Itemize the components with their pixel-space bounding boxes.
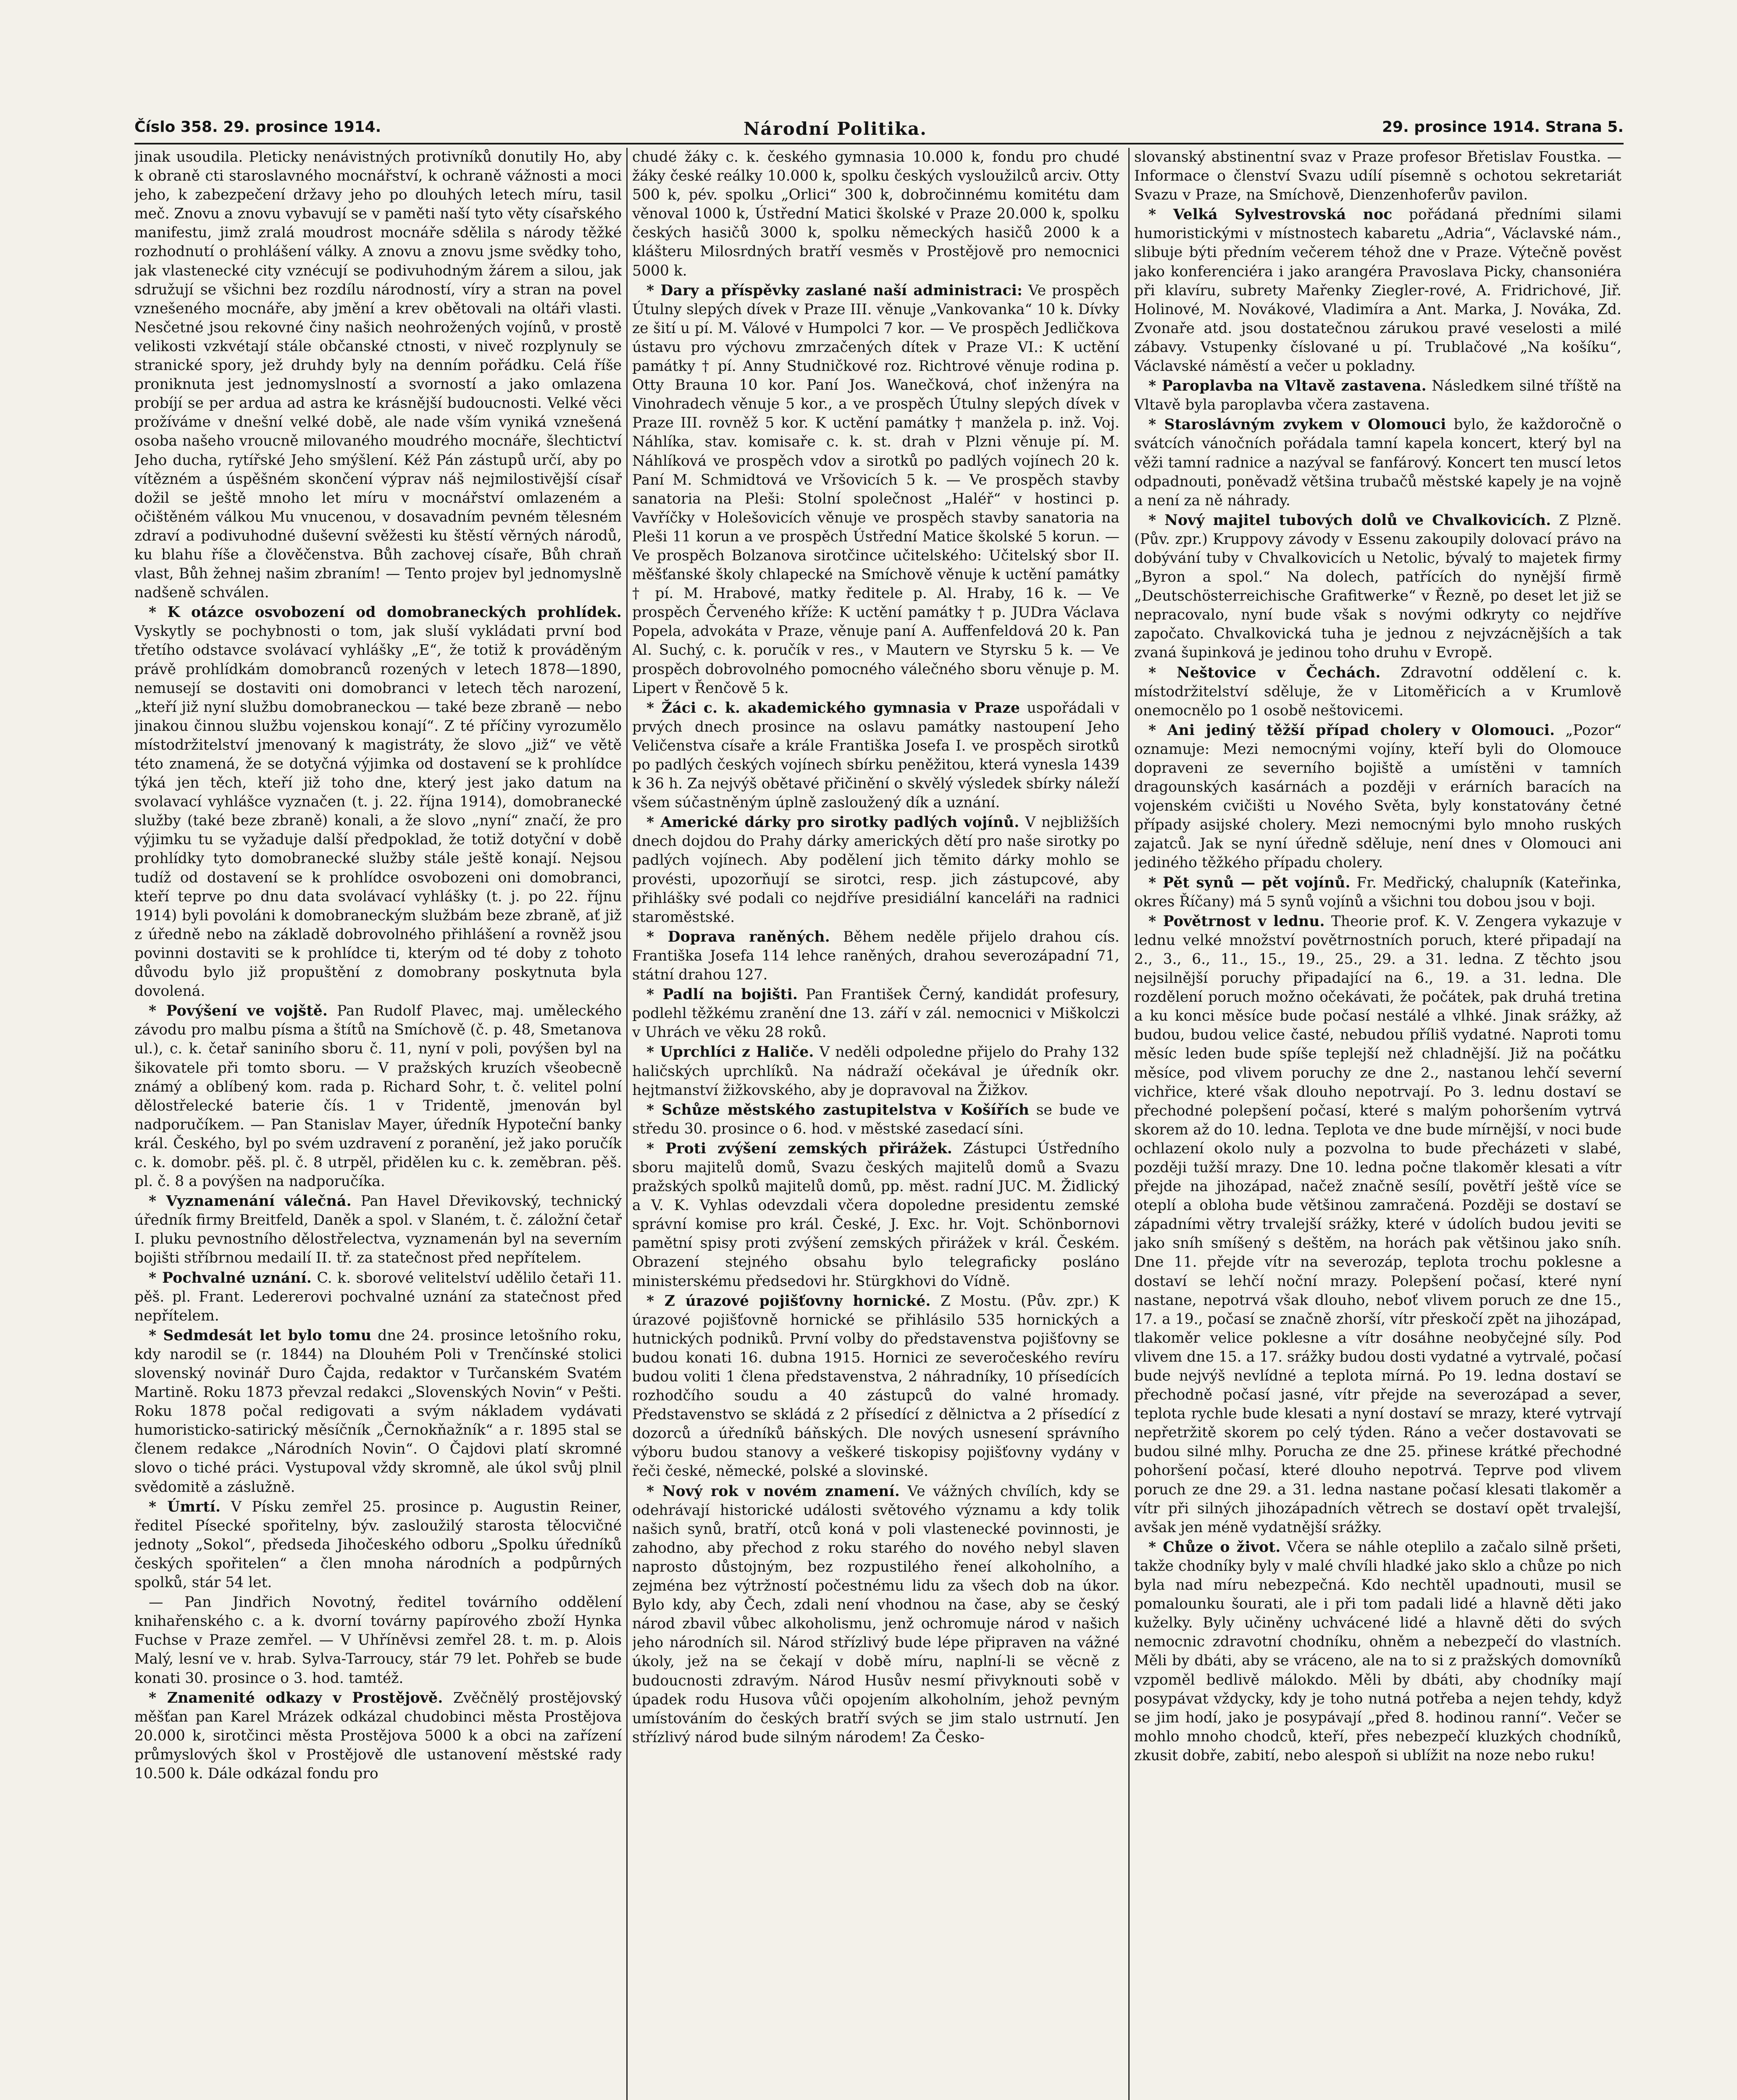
article-paragraph: [1134, 874, 1621, 911]
article-paragraph: [632, 928, 1119, 984]
article-text: V Písku zemřel 25. prosince p. Augustin Reiner, ředitel Písecké spořitelny, býv. zasloužilý starosta tělocvičné jednoty „Sokol“, předseda Jihočeského odboru „Spolku úředníků českých spořitelen“ a člen mnoha národních a podpůrných spolků, stár 54 let.: [134, 1498, 622, 1591]
article-text: chudé žáky c. k. českého gymnasia 10.000 k, fondu pro chudé žáky české reálky 10.000 k, spolku českých vysloužilců arciv. Otty 500 k, pév. spolku „Orlici“ 300 k, dobročinnému komitétu dam věnoval 1000 k, Ústřední Matici školské v Praze 20.000 k, spolku českých hasičů 3000 k, spolku německých hasičů 2000 k a klášteru Milosrdných bratří vesměs v Prostějově pro nemocnici 5000 k.: [632, 149, 1119, 279]
article-paragraph: [134, 603, 622, 1001]
article-paragraph: [1134, 415, 1621, 510]
column-divider: [626, 148, 628, 2100]
article-text: Theorie prof. K. V. Zengera vykazuje v lednu velké množství povětrnostních poruch, které připadají na 2., 3., 6., 11., 15., 19., 25., 29. a 31. ledna. Z těchto jsou nejsilnější poruchy připadající na 6., 19. a 31. ledna. Dle rozdělení poruch možno očekávati, že počátek, pak druhá tretina a ku konci měsíce bude počasí nestálé a vlhké. Jinak srážky, až budou, budou velice časté, nebudou příliš vydatné. Naproti tomu měsíc leden bude spíše teplejší než chladnější. Již na počátku měsíce, pod vlivem poruchy ze dne 2., nastanou lehčí severní vichřice, které však dlouho nepotrvají. Po 3. lednu dostaví se přechodné polepšení počasí, které s malým pohoršením vytrvá skorem až do 10. ledna. Teplota ve dne bude mírnější, v noci bude ochlazení okolo nuly a pozvolna to bude přecházeti v slabé, později tužší mrazy. Dne 10. ledna počne tlakoměr klesati a vítr přejde na jihozápad, načež značně sesílí, povětří ještě více se oteplí a obloha bude většinou zamračená. Později se dostaví se západními větry trvalejší srážky, které v údolích budou jeviti se jako sníh smíšený s deštěm, na horách pak většinou jako sníh. Dne 11. přejde vítr na severozáp, teplota trochu poklesne a dostaví se lehčí noční mrazy. Polepšení počasí, které nyní nastane, nepotrvá však dlouho, neboť vlivem poruch ze dne 15., 17. a 19., počasí se značně zhorší, vítr přeskočí zpět na jihozápad, tlakoměr velice poklesne a vítr dosáhne neobyčejné síly. Pod vlivem dne 15. a 17. srážky budou dosti vydatné a vytrvalé, počasí bude nejvýš nevlídné a teplota mírná. Po 19. ledna dostaví se přechodně počasí jasné, vítr přejde na severozápad a sever, teplota rychle bude klesati a nyní dostaví se mrazy, které vytrvají nepřetržitě skorem po celý týden. Ráno a večer dostavovati se budou silné mlhy. Porucha ze dne 25. přinese krátké přechodné pohoršení počasí, které dlouho nepotrvá. Teprve pod vlivem poruch ze dne 29. a 31. ledna nastane počasí klesati tlakoměr a vítr při silných jihozápadních větrech se dostaví opět trvalejší, avšak jen méně vydatnější srážky.: [1134, 913, 1621, 1536]
article-heading: * Velká Sylvestrovská noc: [1148, 206, 1393, 223]
article-text: Z Plzně. (Pův. zpr.) Kruppovy závody v Essenu zakoupily dolovací právo na dobývání tuby v Chvalkovicích u Netolic, bývalý to majetek firmy „Byron a spol.“ Na dolech, patřících do nynější firmě „Deutschösterreichische Grafitwerke“ v Řezně, po deset let již se nepracovalo, nyní bude však s novými odkryty co nejdříve započato. Chvalkovická tuha je jednou z nejvzácnějších a tak zvaná šupinková je jedinou toho druhu v Evropě.: [1134, 512, 1621, 662]
column-2: [632, 148, 1119, 2100]
article-text: Následkem silné tříště na Vltavě byla paroplavba včera zastavena.: [1134, 378, 1621, 414]
article-paragraph: [632, 1101, 1119, 1139]
article-paragraph: [1134, 205, 1621, 376]
article-text: Z Mostu. (Pův. zpr.) K úrazové pojišťovně hornické se přihlásilo 535 hornických a hutnických podniků. První volby do představenstva pojišťovny se budou konati 16. dubna 1915. Hornici ze severočeského revíru budou voliti 1 člena představenstva, 2 náhradníky, 10 přísedících rozhodčího soudu a 40 zástupců do valné hromady. Představenstvo se skládá z 2 přísedící z dělnictva a 2 přísedící z dozorců a úředníků báňských. Dle nových usnesení správního výboru budou stanovy a veškeré tiskopisy pojišťovny vydány v řeči české, německé, polské a slovinské.: [632, 1292, 1119, 1480]
article-text: Pan František Černý, kandidát profesury, podlehl těžkému zranění dne 13. září v zál. nemocnici v Miškolczi v Uhrách ve věku 28 roků.: [632, 986, 1119, 1041]
article-text: Zdravotní oddělení c. k. místodržitelství sděluje, že v Litoměřicích a v Krumlově onemocnělo po 1 osobě neštovicemi.: [1134, 664, 1621, 719]
article-text: — Pan Jindřich Novotný, ředitel továrního oddělení knihařenského c. a k. dvorní továrny papírového zboží Hynka Fuchse v Praze zemřel. — V Uhříněvsi zemřel 28. t. m. p. Alois Malý, lesní ve v. hrab. Sylva-Tarroucy, stár 79 let. Pohřeb se bude konati 30. prosince o 3. hod. tamtéž.: [134, 1594, 622, 1687]
article-heading: * Úmrtí.: [149, 1498, 221, 1515]
article-text: Ve vážných chvílích, kdy se odehrávají historické události světového významu a kdy tolik našich synů, bratří, otců koná v poli vlastenecké povinnosti, je zahodno, aby přechod z roku starého do nového nebyl slaven naprosto důstojným, bez rozpustilého řeneí alkoholního, a zejména bez výtržností počestnému lidu za všech dob na úkor. Bylo kdy, aby Čech, zdali není vhodnou na čase, aby se český národ zbavil vůbec alkoholismu, jenž ochromuje národ v našich jeho národních sil. Národ střízlivý bude lépe připraven na vážné úkoly, jež na se čekají v době míru, naplní-li se věcně z budoucnosti zdravým. Národ Husův nesmí přivyknouti sobě v úpadek rodu Husova vůči opojením alkoholním, jehož pevným umístováním do českých bratří svých se jim stalo ustrnutí. Jen střízlivý národ bude silným národem! Za Česko-: [632, 1483, 1119, 1746]
article-heading: * Proti zvýšení zemských přirážek.: [646, 1140, 952, 1157]
article-heading: * Žáci c. k. akademického gymnasia v Praze: [646, 699, 1020, 717]
column-1: [134, 148, 622, 2100]
article-text: Fr. Medřický, chalupník (Kateřinka, okres Říčany) má 5 synů vojínů a všichni tou dobou jsou v boji.: [1134, 874, 1621, 910]
article-paragraph: [134, 1192, 622, 1268]
article-heading: * Neštovice v Čechách.: [1148, 664, 1381, 681]
article-paragraph: [1134, 664, 1621, 720]
article-heading: * Doprava raněných.: [646, 928, 830, 945]
article-paragraph: [632, 148, 1119, 281]
header-rule: [134, 143, 1624, 144]
article-heading: * Staroslávným zvykem v Olomouci: [1148, 416, 1446, 433]
article-text: bylo, že každoročně o svátcích vánočních pořádala tamní kapela koncert, který byl na věži tamní radnice a nazýval se fanfárový. Koncert ten muscí letos odpadnouti, poněvadž většina trubačů městské kapely je na vojně a není za ně náhrady.: [1134, 416, 1621, 509]
page-header: [134, 118, 1624, 142]
article-text: Včera se náhle oteplilo a začalo silně pršeti, takže chodníky byly v malé chvíli hladké jako sklo a chůze po nich byla nad míru nebezpečná. Kdo nechtěl upadnouti, musil se pomalounku šourati, ale i při tom padali lidé a hlavně děti jako kuželky. Byly učiněny uchvácené lidé a hlavně děti do svých nemocnic zdravotní chodníku, ohněm a nebezpečí do vlastních. Měli by dbáti, aby se vráceno, ale na to si z pražských domovníků vzpoměl bedlivě málokdo. Měli by dbáti, aby chodníky mají posypávat vždycky, kdy je toho nutná potřeba a nejen tehdy, když se jim hodí, jako je posypávají „před 8. hodinou ranní“. Večer se mohlo mnoho chodců, kteří, přes nebezpečí kluzkých chodníků, zkusit dobře, zabití, nebo alespoň si ublížit na noze nebo ruku!: [1134, 1538, 1621, 1764]
article-paragraph: [632, 1139, 1119, 1291]
column-3: [1134, 148, 1621, 2100]
article-text: slovanský abstinentní svaz v Praze profesor Břetislav Foustka. — Informace o členství Svazu udílí písemně s ochotou sekretariát Svazu v Praze, na Smíchově, Dienzenhoferův pavilon.: [1134, 149, 1621, 204]
article-text: Ve prospěch Útulny slepých dívek v Praze III. věnuje „Vankovanka“ 10 k. Dívky ze šití u pí. M. Válové v Humpolci 7 kor. — Ve prospěch Jedličkova ústavu pro výchovu zmrzačených dítek v Praze VI.: K uctění památky † pí. Anny Studničkové roz. Richtrové věnuje rodina p. Otty Brauna 10 kor. Paní Jos. Wanečková, choť inženýra na Vinohradech věnuje 5 kor., a ve prospěch Útulny slepých dívek v Praze III. rovněž 5 kor. K uctění památky † manžela p. inž. Voj. Náhlíka, stav. komisaře c. k. st. drah v Plzni věnuje pí. M. Náhlíková ve prospěch vdov a sirotků po padlých vojínech 20 k. Paní M. Schmidtová ve Vršovicích 5 k. — Ve prospěch stavby sanatoria na Pleši: Stolní společnost „Haléř“ v hostinci p. Vavříčky v Holešovicích věnuje ve prospěch stavby sanatoria na Pleši 11 korun a ve prospěch Ústřední Matice školské 5 korun. — Ve prospěch Bolzanova sirotčince učitelského: Učitelský sbor II. měšťanské školy chlapecké na Smíchově věnuje k uctění památky † pí. M. Hrabové, matky ředitele p. Al. Hraby, 16 k. — Ve prospěch Červeného kříže: K uctění památky † p. JUDra Václava Popela, advokáta v Praze, věnuje paní A. Auffenfeldová 20 k. Pan Al. Suchý, c. k. poručík v res., v Mautern ve Styrsku 5 k. — Ve prospěch dobrovolného pomocného válečného sboru věnuje p. M. Lipert v Řenčově 5 k.: [632, 282, 1119, 697]
article-heading: * Pochvalné uznání.: [149, 1269, 312, 1286]
article-paragraph: [632, 1292, 1119, 1481]
article-heading: * Ani jediný těžší případ cholery v Olomouci.: [1148, 722, 1555, 739]
article-paragraph: [134, 1593, 622, 1688]
article-paragraph: [632, 1043, 1119, 1100]
article-heading: * Znamenité odkazy v Prostějově.: [149, 1689, 443, 1706]
article-paragraph: [1134, 511, 1621, 663]
article-paragraph: [632, 699, 1119, 813]
article-text: dne 24. prosince letošního roku, kdy narodil se (r. 1844) na Dlouhém Poli v Trenčínské stolici slovenský novinář Duro Čajda, redaktor v Turčanském Svatém Martině. Roku 1873 převzal redakci „Slovenských Novin“ v Pešti. Roku 1878 počal redigovati a svým nákladem vydávati humoristicko-satirický měsíčník „Černokňažník“ a r. 1895 stal se členem redakce „Národních Novin“. O Čajdovi platí skromné slovo o tiché práci. Vystupoval vždy skromně, ale úkol svůj plnil svědomitě a záslužně.: [134, 1327, 622, 1496]
article-text: Pan Havel Dřevikovský, technický úředník firmy Breitfeld, Daněk a spol. v Slaném, t. č. záložní četař I. pluku pevnostního dělostřelectva, vyznamenán byl na severním bojišti stříbrnou medailí II. tř. za statečnost před nepřítelem.: [134, 1193, 622, 1267]
article-text: uspořádali v prvých dnech prosince na oslavu památky nastoupení Jeho Veličenstva císaře a krále Františka Josefa I. ve prospěch sirotků po padlých českých vojínech sbírku peněžitou, která vynesla 1439 k 36 h. Za nejvýš obětavé přičinění o skvělý výsledek sbírky náleží všem súčastněným úplně zasloužený dík a uznání.: [632, 699, 1119, 811]
article-heading: * Vyznamenání válečná.: [149, 1193, 352, 1210]
article-paragraph: [1134, 148, 1621, 205]
column-divider: [1128, 148, 1130, 2100]
article-text: Vyskytly se pochybnosti o tom, jak sluší vykládati první bod třetího odstavce svolávací vyhlášky „E“, že totiž k prováděným právě prohlídkám domobranců rozených v letech 1878—1890, nemusejí se dostaviti oni domobranci v letech těch narození, „kteří již nyní službu domobraneckou — také beze zbraně — nebo jinakou činnou službu vojenskou konají“. Z té příčiny vyrozumělo místodržitelství jmenovaný k magistráty, že slovo „již“ ve větě této znamená, že se dotyčná výjimka od dostavení se k prohlídce týká jen těch, kteří již toho dne, který jest jako datum na svolavací vyhlášce vyznačen (t. j. 22. října 1914), domobranecké služby (také beze zbraně) konali, a že slovo „nyní“ značí, že pro výjimku tu se vyžaduje další předpoklad, že totiž dotyční v době prohlídky tyto domobranecké služby stále ještě konají. Nejsou tudíž od dostavení se k prohlídce osvobozeni oni domobranci, kteří teprve po dnu data svolávací vyhlášky (t. j. po 22. říjnu 1914) byli povoláni k domobraneckým službám beze zbraně, ať již z úředně nebo na základě dobrovolného přihlášení a rovněž jsou povinni dostaviti se k prohlídce ti, kterým od té doby z tohoto důvodu bylo již propuštění z domobrany poskytnuta byla dovolená.: [134, 623, 622, 1000]
article-heading: * Nový rok v novém znamení.: [646, 1483, 900, 1500]
article-paragraph: [134, 1002, 622, 1191]
article-heading: * Paroplavba na Vltavě zastavena.: [1148, 378, 1427, 395]
article-text: jinak usoudila. Pleticky nenávistných protivníků donutily Ho, aby k obraně cti staroslavného mocnářství, k ochraně vážnosti a moci jeho, k zabezpečení državy jeho po dlouhých letech míru, tasil meč. Znovu a znovu vybavují se v paměti naší tyto věty císařského manifestu, jimž zralá moudrost mocnáře sdělila s národy těžké rozhodnutí o prohlášení války. A znovu a znovu jsme svědky toho, jak vlastenecké city vznécují se podivuhodným žárem a silou, jak sdružují se všichni bez rozdílu národností, víry a stran na povel vznešeného mocnáře, aby jmění a krev obětovali na oltáři vlasti. Nesčetné jsou rekovné činy našich neohrožených vojínů, v prostě velikosti vzkvétají stále občanské ctnosti, v niveč rozplynuly se stranické spory, jež druhdy byly na denním pořádku. Celá říše proniknuta jest jednomyslností a svorností a jako omlazena probíjí se per ardua ad astra ke krásnější budoucnosti. Velké věci prožíváme v dnešní velké době, ale nade vším vyniká vznešená osoba našeho vroucně milovaného moudrého mocnáře, šlechtictví Jeho ducha, rytířské Jeho smýšlení. Kéž Pán zástupů určí, aby po vítězném a úspěšném skončení výprav náš nejmilostivější císař dožil se ještě mnoho let míru v mocnářství omlazeném a očištěném válkou Mu vnucenou, v dosavadním pevném tělesném zdraví a podivuhodné duševní svěžesti ku štěstí věrných národů, ku blahu říše a člověčenstva. Bůh zachovej císaře, Bůh chraň vlast, Bůh žehnej našim zbraním! — Tento projev byl jednomyslně nadšeně schválen.: [134, 149, 622, 601]
article-paragraph: [1134, 377, 1621, 415]
article-paragraph: [1134, 1538, 1621, 1765]
article-paragraph: [1134, 721, 1621, 873]
article-paragraph: [632, 281, 1119, 698]
article-heading: * Americké dárky pro sirotky padlých vojínů.: [646, 814, 1020, 831]
article-heading: * Pět synů — pět vojínů.: [1148, 874, 1351, 891]
newspaper-title: Národní Politika.: [744, 118, 927, 139]
article-paragraph: [134, 148, 622, 602]
article-paragraph: [134, 1326, 622, 1497]
article-text: „Pozor“ oznamuje: Mezi nemocnými vojíny, kteří byli do Olomouce dopraveni ze severního bojiště a umístěni v tamních dragounských kasárnách a později v erárních baracích na vojenském cvičišti u Nového Světa, byly konstatovány četné případy asijské cholery. Mezi nemocnými bylo mnoho ruských zajatců. Jak se nyní úředně sděluje, není dnes v Olomouci ani jediného těžkého případu cholery.: [1134, 722, 1621, 872]
page-date-number: 29. prosince 1914. Strana 5.: [1382, 118, 1624, 136]
article-heading: * Povětrnost v lednu.: [1148, 913, 1325, 930]
article-heading: * Povýšení ve vojště.: [149, 1003, 328, 1020]
article-paragraph: [632, 985, 1119, 1042]
article-paragraph: [1134, 912, 1621, 1537]
article-heading: * Sedmdesát let bylo tomu: [149, 1327, 372, 1344]
article-text: C. k. sborové velitelství udělilo četaři 11. pěš. pl. Frant. Ledererovi pochvalné uznání za statečnost před nepřítelem.: [134, 1269, 622, 1324]
issue-number-date: Číslo 358. 29. prosince 1914.: [134, 118, 381, 136]
article-heading: * Z úrazové pojišťovny hornické.: [646, 1292, 931, 1310]
article-paragraph: [134, 1269, 622, 1326]
article-heading: * K otázce osvobození od domobraneckých prohlídek.: [149, 604, 622, 621]
article-heading: * Chůze o život.: [1148, 1538, 1281, 1556]
article-text: Zvěčnělý prostějovský měšťan pan Karel Mrázek odkázal chudobinci města Prostějova 20.000 k, sirotčinci města Prostějova 5000 k a obci na zařízení průmyslových škol v Prostějově dle ustanovení městské rady 10.500 k. Dále odkázal fondu pro: [134, 1689, 622, 1782]
article-text: Zástupci Ústředního sboru majitelů domů, Svazu českých majitelů domů a Svazu pražských spolků majitelů domů, pp. měst. radní JUC. M. Židlický a V. K. Vyhlas odevzdali včera dopoledne presidentu zemské správní komise pro král. České, J. Exc. hr. Vojt. Schönbornovi pamětní spisy proti zvýšení zemských přirážek v král. Českém. Obrazení stejného obsahu bylo telegraficky posláno ministerskému předsedovi hr. Stürgkhovi do Vídně.: [632, 1140, 1119, 1290]
article-heading: * Nový majitel tubových dolů ve Chvalkovicích.: [1148, 512, 1551, 529]
article-heading: * Padlí na bojišti.: [646, 986, 798, 1003]
article-heading: * Schůze městského zastupitelstva v Košířích: [646, 1101, 1029, 1118]
article-paragraph: [134, 1689, 622, 1783]
article-paragraph: [632, 1482, 1119, 1747]
article-text: Během neděle přijelo drahou cís. Františka Josefa 114 lehce raněných, drahou severozápadní 71, státní drahou 127.: [632, 928, 1119, 984]
article-text: V nejbližších dnech dojdou do Prahy dárky amerických dětí pro naše sirotky po padlých vojínech. Aby podělení jich těmito dárky mohlo se provésti, upozorňují se sirotci, resp. jich zástupcové, aby přihlášky své podali co nejdříve presidiální kanceláři na radnici staroměstské.: [632, 814, 1119, 926]
article-text: V neděli odpoledne přijelo do Prahy 132 haličských uprchlíků. Na nádraží očekával je úředník okr. hejtmanství žižkovského, aby je dopravoval na Žižkov.: [632, 1044, 1119, 1099]
article-text: Pan Rudolf Plavec, maj. uměleckého závodu pro malbu písma a štítů na Smíchově (č. p. 48, Smetanova ul.), c. k. četař saniního sboru č. 11, nyní v poli, povýšen byl na šikovatele při tomto sboru. — V pražských kruzích všeobecně známý a oblíbený kom. rada p. Richard Sohr, t. č. velitel polní dělostřelecké baterie čís. 1 v Tridentě, jmenován byl nadporučíkem. — Pan Stanislav Mayer, úředník Hypoteční banky král. Českého, byl po svém uzdravení z poranění, jež jako poručík c. k. domobr. pěš. pl. č. 8 utrpěl, přidělen ku c. k. zeměbran. pěš. pl. č. 8 a povýšen na nadporučíka.: [134, 1003, 622, 1190]
article-heading: * Uprchlíci z Haliče.: [646, 1044, 814, 1061]
article-paragraph: [134, 1498, 622, 1592]
article-paragraph: [632, 813, 1119, 927]
article-text: pořádaná předními silami humoristickými v místnostech kabaretu „Adria“, Václavské nám., slibuje býti předním večerem téhož dne v Praze. Výtečně pověst jako konferenciéra i jako arangéra Pravoslava Picky, chansoniéra při klavíru, subrety Mařenky Ziegler-rové, A. Fridrichové, Jiř. Holinové, M. Novákové, Vladimíra a Ant. Marka, J. Nováka, Zd. Zvonaře atd. jsou dostatečnou zárukou pravé veselosti a milé zábavy. Vstupenky číslované u pí. Trublačové „Na košíku“, Václavské náměstí a večer u pokladny.: [1134, 206, 1621, 375]
article-heading: * Dary a příspěvky zaslané naší administraci:: [646, 282, 1023, 299]
article-text: se bude ve středu 30. prosince o 6. hod. v městské zasedací síni.: [632, 1101, 1119, 1137]
